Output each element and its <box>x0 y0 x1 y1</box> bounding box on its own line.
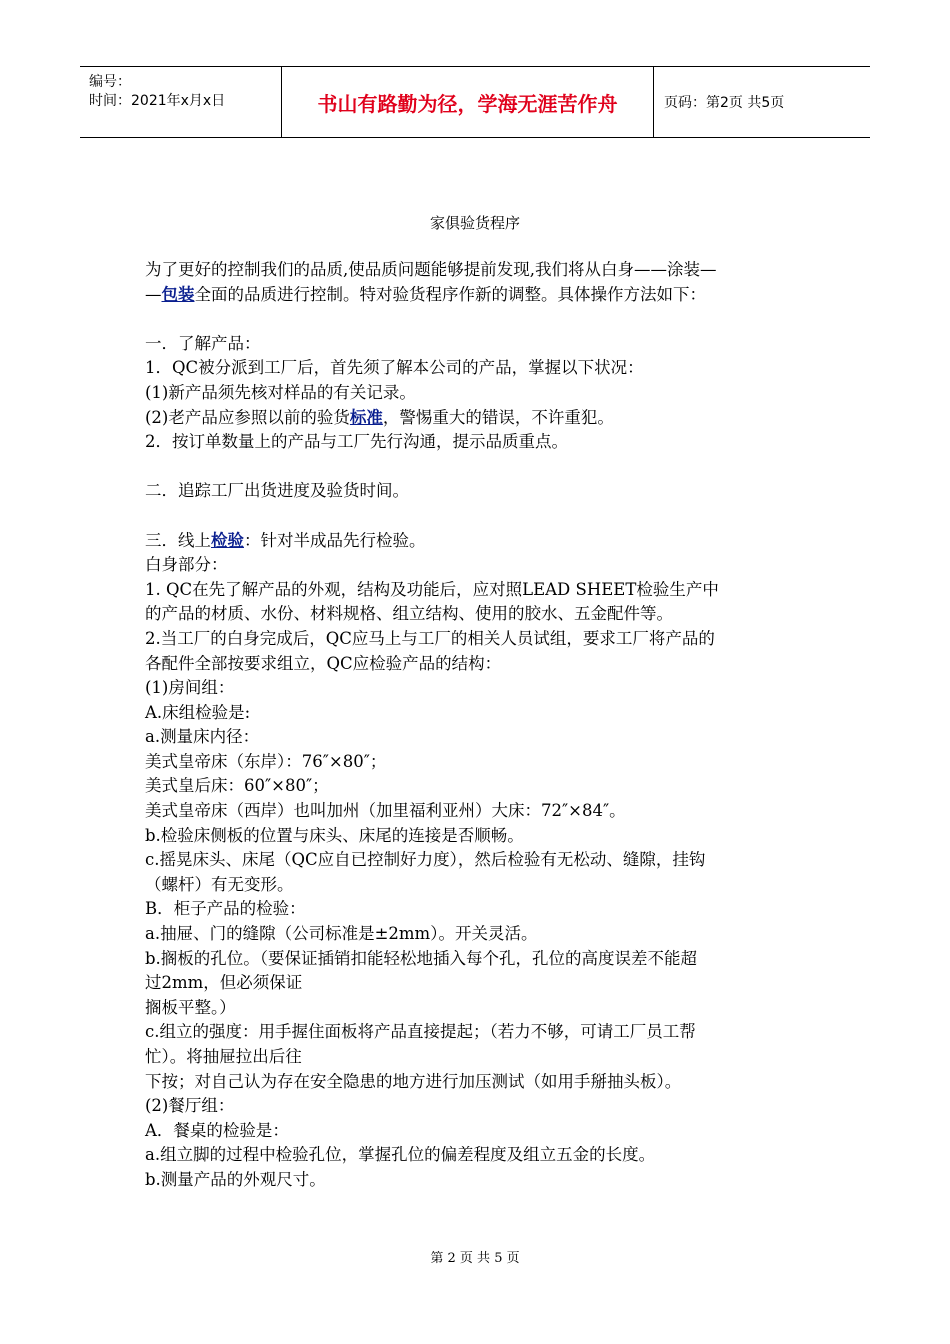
body-line: (2)餐厅组： <box>145 1096 235 1116</box>
body-line: a.组立脚的过程中检验孔位，掌握孔位的偏差程度及组立五金的长度。 <box>145 1145 656 1165</box>
body-line: 过2mm，但必须保证 <box>145 973 303 993</box>
standard-link[interactable]: 标准 <box>349 407 383 427</box>
item-1b-post: ，警惕重大的错误，不许重犯。 <box>382 407 614 427</box>
body-line: b.测量产品的外观尺寸。 <box>145 1169 326 1189</box>
section-3-heading-pre: 三．线上 <box>145 530 211 550</box>
body-line: b.搁板的孔位。（要保证插销扣能轻松地插入每个孔，孔位的高度误差不能超 <box>145 948 698 968</box>
intro-line-2 <box>145 283 805 308</box>
section-3-heading-post: ：针对半成品先行检验。 <box>244 530 426 550</box>
packaging-link[interactable]: 包装 <box>161 284 195 304</box>
header-table <box>80 66 870 138</box>
body-line: A.床组检验是: <box>145 702 251 722</box>
body-line: 各配件全部按要求组立，QC应检验产品的结构： <box>145 653 502 673</box>
body-line: （螺杆）有无变形。 <box>145 874 294 894</box>
intro-line-2-rest: 全面的品质进行控制。特对验货程序作新的调整。具体操作方法如下： <box>194 284 706 304</box>
body-line: 美式皇帝床（西岸）也叫加州（加里福利亚州）大床：72″×84″。 <box>145 801 626 821</box>
body-line: b.检验床侧板的位置与床头、床尾的连接是否顺畅。 <box>145 825 524 845</box>
serial-label: 编号： <box>89 74 131 90</box>
section-1-item-2: 2．按订单数量上的产品与工厂先行沟通，提示品质重点。 <box>145 432 568 452</box>
body-line: a.抽屉、门的缝隙（公司标准是±2mm）。开关灵活。 <box>145 924 538 944</box>
document-title: 家俱验货程序 <box>429 214 520 232</box>
body-line: 2.当工厂的白身完成后，QC应马上与工厂的相关人员试组，要求工厂将产品的 <box>145 628 715 648</box>
body-line: 美式皇后床：60″×80″； <box>145 776 329 796</box>
section-1-item-1b <box>145 406 805 431</box>
page-footer: 第 2 页 共 5 页 <box>430 1251 520 1266</box>
spacer <box>145 455 805 480</box>
body-line: a.测量床内径： <box>145 727 260 747</box>
section-1-item-1: 1．QC被分派到工厂后，首先须了解本公司的产品，掌握以下状况： <box>145 358 644 378</box>
body-line: 白身部分： <box>145 555 228 575</box>
document-body <box>145 258 805 1193</box>
inspection-link[interactable]: 检验 <box>211 530 244 550</box>
header-motto: 书山有路勤为径，学海无涯苦作舟 <box>282 67 654 137</box>
body-line: 的产品的材质、水份、材料规格、组立结构、使用的胶水、五金配件等。 <box>145 604 673 624</box>
section-2-heading: 二．追踪工厂出货进度及验货时间。 <box>145 481 409 501</box>
body-line: (1)房间组： <box>145 678 235 698</box>
section-3-heading <box>145 529 805 554</box>
body-line: 美式皇帝床（东岸）：76″×80″； <box>145 751 387 771</box>
intro-dash: — <box>145 284 162 304</box>
header-page-label: 页码：第2页 共5页 <box>664 95 785 111</box>
item-1b-pre: (2)老产品应参照以前的验货 <box>145 407 350 427</box>
header-meta <box>80 67 282 137</box>
body-line: c.组立的强度：用手握住面板将产品直接提起；（若力不够，可请工厂员工帮 <box>145 1022 696 1042</box>
section-1-item-1a: (1)新产品须先核对样品的有关记录。 <box>145 382 416 402</box>
body-line: 1. QC在先了解产品的外观，结构及功能后，应对照LEAD SHEET检验生产中 <box>145 579 719 599</box>
date-label: 时间：2021年x月x日 <box>89 93 226 109</box>
body-line: 忙）。将抽屉拉出后往 <box>145 1047 302 1066</box>
body-line: c.摇晃床头、床尾（QC应自已控制好力度），然后检验有无松动、缝隙，挂钩 <box>145 850 706 870</box>
spacer <box>145 307 805 332</box>
intro-line-1: 为了更好的控制我们的品质,使品质问题能够提前发现,我们将从白身——涂装— <box>145 260 717 279</box>
body-line: 搁板平整。） <box>145 997 236 1017</box>
body-line: B．柜子产品的检验： <box>145 899 306 919</box>
body-line: 下按；对自己认为存在安全隐患的地方进行加压测试（如用手掰抽头板）。 <box>145 1071 682 1091</box>
section-1-heading: 一．了解产品： <box>145 333 261 353</box>
body-line: A．餐桌的检验是： <box>145 1120 289 1140</box>
spacer <box>145 504 805 529</box>
